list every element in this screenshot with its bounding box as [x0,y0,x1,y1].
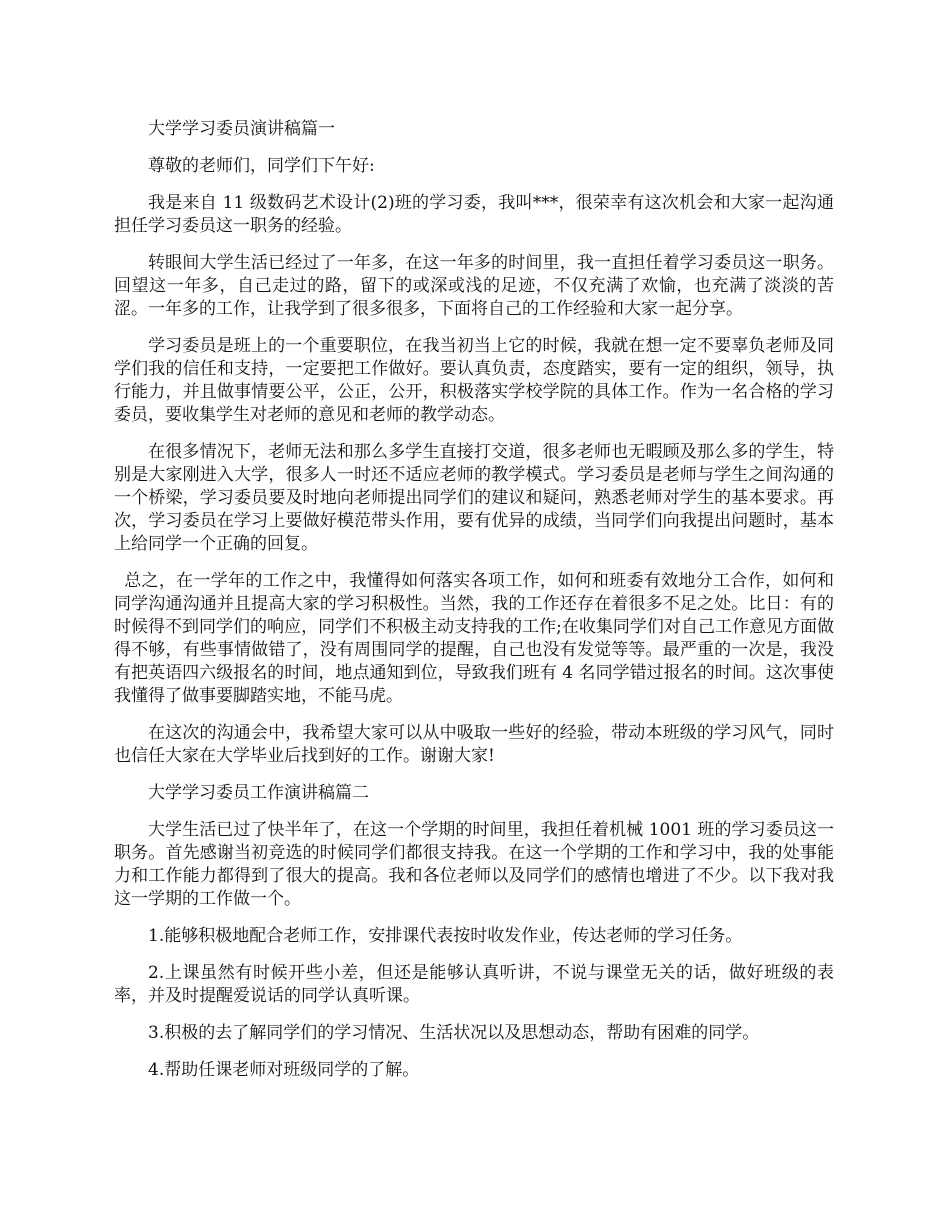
paragraph: 在这次的沟通会中，我希望大家可以从中吸取一些好的经验，带动本班级的学习风气，同时也信任大家在大学毕业后找到好的工作。谢谢大家! [114,723,834,766]
paragraph: 学习委员是班上的一个重要职位，在我当初当上它的时候，我就在想一定不要辜负老师及同学们我的信任和支持，一定要把工作做好。要认真负责，态度踏实，要有一定的组织，领导，执行能力，并且做事情要公平，公正，公开，积极落实学校学院的具体工作。作为一名合格的学习委员，要收集学生对老师的意见和老师的教学动态。 [114,336,834,425]
paragraph: 转眼间大学生活已经过了一年多，在这一年多的时间里，我一直担任着学习委员这一职务。回望这一年多，自己走过的路，留下的或深或浅的足迹，不仅充满了欢愉，也充满了淡淡的苦涩。一年多的工作，让我学到了很多很多，下面将自己的工作经验和大家一起分享。 [114,253,834,319]
greeting: 尊敬的老师们，同学们下午好: [148,156,375,176]
section-title-2: 大学学习委员工作演讲稿篇二 [148,783,369,803]
list-item: 4.帮助任课老师对班级同学的了解。 [148,1060,420,1080]
paragraph: 总之，在一学年的工作之中，我懂得如何落实各项工作，如何和班委有效地分工合作，如何和同学沟通沟通并且提高大家的学习积极性。当然，我的工作还存在着很多不足之处。比日：有的时候得不到同学们的响应，同学们不积极主动支持我的工作;在收集同学们对自己工作意见方面做得不够，有些事情做错了，没有周围同学的提醒，自己也没有发觉等等。最严重的一次是，我没有把英语四六级报名的时间，地点通知到位，导致我们班有 4 名同学错过报名的时间。这次事使我懂得了做事要脚踏实地，不能马虎。 [114,571,834,706]
paragraph: 大学生活已过了快半年了，在这一个学期的时间里，我担任着机械 1001 班的学习委员这一职务。首先感谢当初竞选的时候同学们都很支持我。在这一个学期的工作和学习中，我的处事能力和工作能力都得到了很大的提高。我和各位老师以及同学们的感情也增进了不少。以下我对我这一学期的工作做一个。 [114,820,834,909]
list-item: 3.积极的去了解同学们的学习情况、生活状况以及思想动态，帮助有困难的同学。 [148,1023,760,1043]
list-item: 2.上课虽然有时候开些小差，但还是能够认真听讲，不说与课堂无关的话，做好班级的表率，并及时提醒爱说话的同学认真听课。 [114,963,834,1006]
document-body [114,118,834,1096]
paragraph: 我是来自 11 级数码艺术设计(2)班的学习委，我叫***，很荣幸有这次机会和大家一起沟通担任学习委员这一职务的经验。 [114,193,834,236]
paragraph: 在很多情况下，老师无法和那么多学生直接打交道，很多老师也无暇顾及那么多的学生，特别是大家刚进入大学，很多人一时还不适应老师的教学模式。学习委员是老师与学生之间沟通的一个桥梁，学习委员要及时地向老师提出同学们的建议和疑问，熟悉老师对学生的基本要求。再次，学习委员在学习上要做好模范带头作用，要有优异的成绩，当同学们向我提出问题时，基本上给同学一个正确的回复。 [114,442,834,554]
list-item: 1.能够积极地配合老师工作，安排课代表按时收发作业，传达老师的学习任务。 [148,926,743,946]
section-title-1: 大学学习委员演讲稿篇一 [148,119,335,139]
